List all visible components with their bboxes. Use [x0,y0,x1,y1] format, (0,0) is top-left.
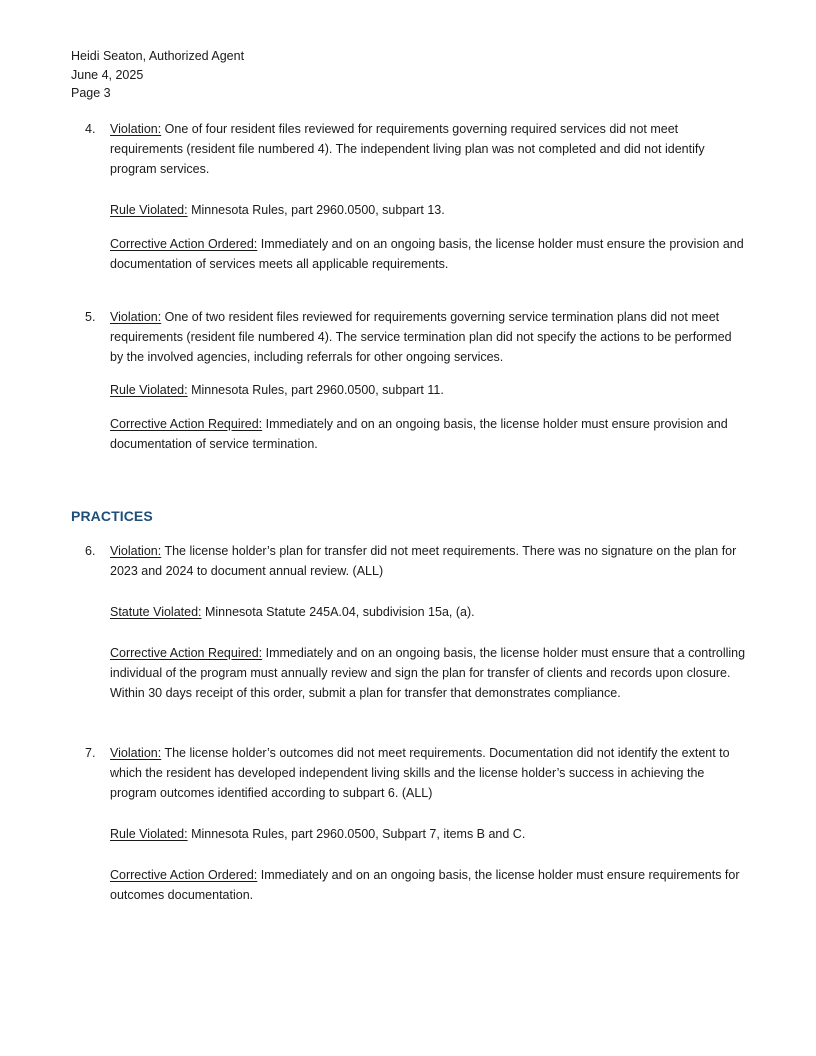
action-paragraph [110,414,747,454]
violation-paragraph [110,743,747,803]
rule-text: Minnesota Rules, part 2960.0500, subpart 11. [187,383,444,397]
violation-label: Violation: [110,122,162,136]
letter-date: June 4, 2025 [71,67,144,82]
statute-text: Minnesota Statute 245A.04, subdivision 15a, (a). [201,605,475,619]
action-paragraph [110,643,747,703]
violation-label: Violation: [110,746,162,760]
item-number: 5. [85,310,96,324]
action-paragraph [110,234,747,274]
rule-label: Rule Violated: [110,827,188,841]
statute-label: Statute Violated: [110,605,202,619]
section-heading-practices: PRACTICES [71,508,153,524]
page-number: Page 3 [71,86,111,100]
violation-item-5 [85,307,747,454]
rule-text: Minnesota Rules, part 2960.0500, Subpart 7, items B and C. [187,827,526,841]
violation-label: Violation: [110,544,162,558]
action-text: Immediately and on an ongoing basis, the license holder must ensure that a controlling individual of the program must annually review and sign the plan for transfer of clients and records upon closure. Within 30 days receipt of this order, submit a plan for transfer that demonstrates compliance. [110,646,746,700]
recipient-name: Heidi Seaton, Authorized Agent [71,49,245,63]
rule-label: Rule Violated: [110,203,188,217]
item-number: 7. [85,746,96,760]
action-text: Immediately and on an ongoing basis, the license holder must ensure requirements for outcomes documentation. [110,868,740,902]
violation-paragraph [110,541,747,581]
violation-label: Violation: [110,310,162,324]
violation-item-7 [85,743,747,905]
rule-label: Rule Violated: [110,383,188,397]
action-label: Corrective Action Ordered: [110,237,258,251]
violation-item-6 [85,541,747,703]
violation-text: The license holder’s outcomes did not meet requirements. Documentation did not identify the extent to which the resident has developed independent living skills and the license holder’s success in achieving the program outcomes identified according to subpart 6. (ALL) [110,746,730,800]
violation-text: One of two resident files reviewed for requirements governing service termination plans did not meet requirements (resident file numbered 4). The service termination plan did not specify the actions to be performed by the involved agencies, including referrals for other ongoing services. [110,310,732,364]
item-number: 6. [85,544,96,558]
action-paragraph [110,865,747,905]
rule-paragraph [110,824,747,844]
action-label: Corrective Action Required: [110,646,263,660]
violation-paragraph [110,119,747,179]
action-label: Corrective Action Required: [110,417,263,431]
rule-text: Minnesota Rules, part 2960.0500, subpart 13. [187,203,445,217]
rule-paragraph [110,602,747,622]
action-label: Corrective Action Ordered: [110,868,258,882]
violation-text: The license holder’s plan for transfer did not meet requirements. There was no signature on the plan for 2023 and 2024 to document annual review. (ALL) [110,544,737,578]
rule-paragraph [110,380,747,400]
rule-paragraph [110,200,747,220]
letter-header [71,47,244,103]
item-number: 4. [85,122,96,136]
action-text: Immediately and on an ongoing basis, the license holder must ensure the provision and documentation of services meets all applicable requirements. [110,237,744,271]
violation-text: One of four resident files reviewed for requirements governing required services did not meet requirements (resident file numbered 4). The independent living plan was not completed and did not identify program services. [110,122,705,176]
action-text: Immediately and on an ongoing basis, the license holder must ensure provision and documentation of service termination. [110,417,728,451]
violation-paragraph [110,307,747,367]
violation-item-4 [85,119,747,274]
